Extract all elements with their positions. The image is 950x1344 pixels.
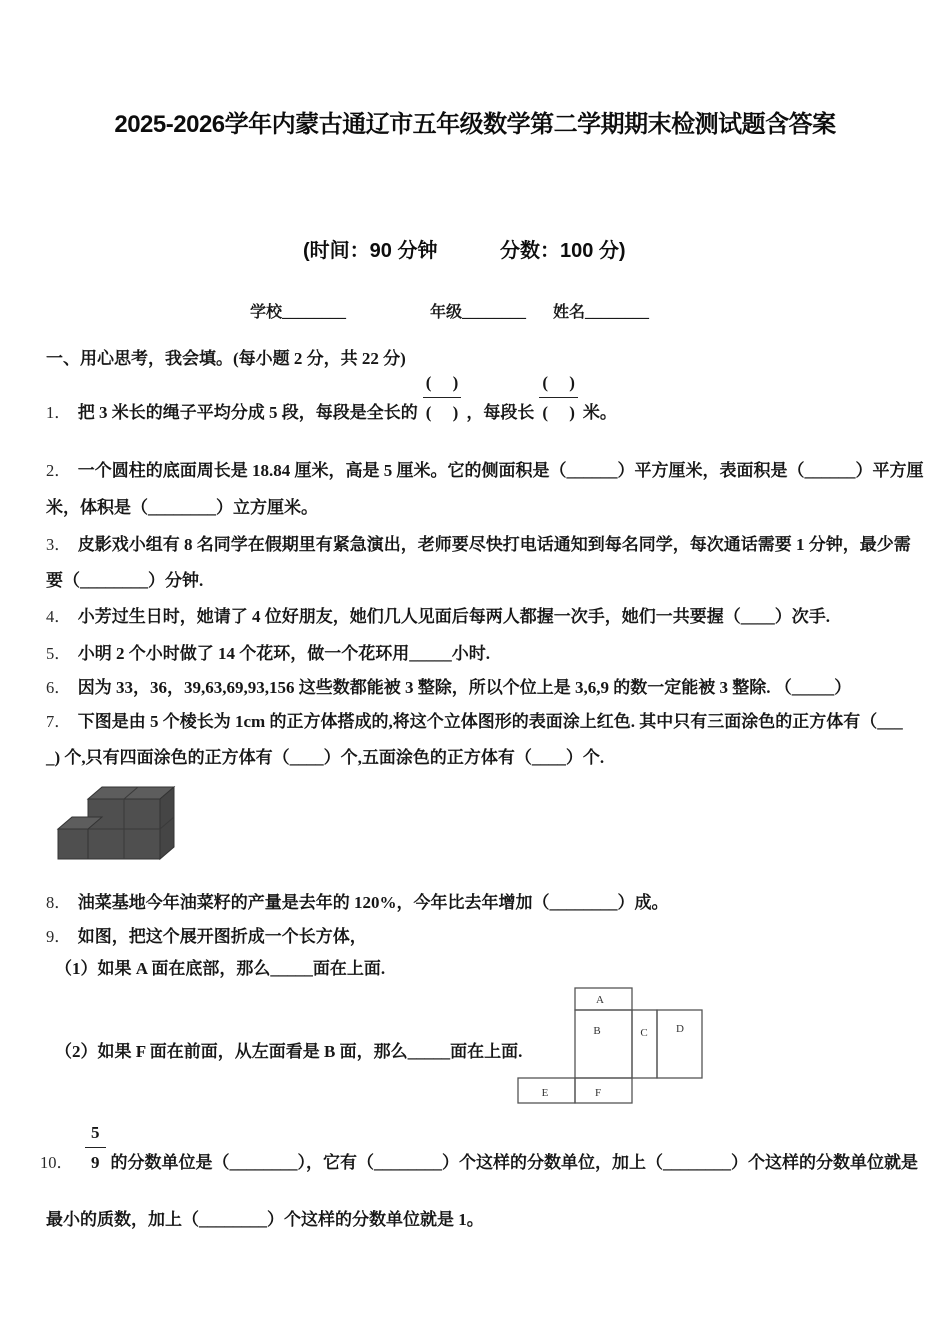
question-2-text1: 一个圆柱的底面周长是 18.84 厘米，高是 5 厘米。它的侧面积是（______）平方厘米，表面积是（______）平方厘 [77,461,924,480]
grade-field: 年级________ [430,304,527,321]
question-7-text1: 下图是由 5 个棱长为 1cm 的正方体搭成的,将这个立体图形的表面涂上红色. 其中只有三面涂色的正方体有（___ [77,712,903,731]
question-2-line2: 米，体积是（________）立方厘米。 [46,498,318,517]
question-4 [46,602,830,627]
net-label-e: E [541,1087,549,1099]
fraction-five-ninths [85,1122,106,1174]
question-3-text1: 皮影戏小组有 8 名同学在假期里有紧急演出，老师要尽快打电话通知到每名同学，每次通话需要 1 分钟，最少需 [77,535,911,554]
question-9-number: 9． [46,927,71,946]
question-5 [46,639,490,664]
time-label: (时间：90 分钟 [303,240,438,262]
question-3-line2: 要（________）分钟. [46,571,204,590]
question-4-number: 4． [46,607,71,626]
question-9-sub1: （1）如果 A 面在底部，那么_____面在上面. [55,959,386,978]
question-8 [46,888,669,913]
question-3-number: 3． [46,535,71,554]
page-title: 2025-2026学年内蒙古通辽市五年级数学第二学期期末检测试题含答案 [114,111,836,138]
cube-front-face [58,829,88,859]
question-7-line1 [46,707,903,732]
question-2-line1 [46,456,924,481]
net-face-f [575,1078,632,1103]
question-6 [46,673,851,698]
question-7-line2: _) 个,只有四面涂色的正方体有（____）个,五面涂色的正方体有（____）个. [46,748,605,767]
fraction-blank-1 [423,372,462,424]
net-label-f: F [594,1087,602,1099]
question-8-text: 油菜基地今年油菜籽的产量是去年的 120%，今年比去年增加（________）成。 [77,893,669,912]
question-10-text1: 的分数单位是（________），它有（________）个这样的分数单位，加上（________）个这样的分数单位就是 [110,1153,918,1173]
question-10-number: 10． [40,1152,73,1172]
fraction-blank-2-denominator: ( ) [539,397,578,423]
net-label-d: D [676,1023,684,1035]
question-10-line2: 最小的质数，加上（________）个这样的分数单位就是 1。 [46,1210,484,1229]
question-5-number: 5． [46,644,71,663]
question-5-text: 小明 2 个小时做了 14 个花环，做一个花环用_____小时. [77,644,490,663]
net-label-c: C [640,1027,648,1039]
net-label-a: A [596,994,604,1006]
fraction-blank-2 [539,372,578,424]
fraction-blank-1-denominator: ( ) [423,397,462,423]
fraction-blank-1-numerator: ( ) [425,373,459,392]
question-7-number: 7． [46,712,71,731]
box-net-figure [516,984,708,1106]
fraction-blank-2-numerator: ( ) [542,373,575,392]
fraction-numerator: 5 [91,1123,100,1142]
question-1-text-mid: ，每段长 [466,403,535,423]
question-1-text-before: 把 3 米长的绳子平均分成 5 段，每段是全长的 [77,403,418,423]
question-1 [46,372,617,424]
section1-heading: 一、用心思考，我会填。(每小题 2 分，共 22 分) [46,349,406,368]
question-3-line1 [46,530,911,555]
net-label-b: B [593,1025,601,1037]
question-8-number: 8． [46,893,71,912]
school-field: 学校________ [250,304,347,321]
net-face-c [632,1010,657,1078]
question-1-text-after: 米。 [582,403,617,423]
question-10-line1 [40,1122,918,1174]
question-9 [46,922,367,947]
question-4-text: 小芳过生日时，她请了 4 位好朋友，她们几人见面后每两人都握一次手，她们一共要握（____）次手. [77,607,830,626]
question-9-sub2: （2）如果 F 面在前面，从左面看是 B 面，那么_____面在上面. [55,1042,523,1061]
question-1-number: 1． [46,402,71,422]
net-face-b [575,1010,632,1078]
question-6-text: 因为 33，36，39,63,69,93,156 这些数都能被 3 整除，所以个位上是 3,6,9 的数一定能被 3 整除. （_____） [77,678,852,697]
net-face-d [657,1010,702,1078]
score-label: 分数：100 分) [500,240,626,262]
question-9-text: 如图，把这个展开图折成一个长方体， [77,927,367,946]
cube-stack-figure [55,779,181,871]
question-2-number: 2． [46,461,71,480]
name-field: 姓名________ [553,304,650,321]
question-6-number: 6． [46,678,71,697]
fraction-denominator: 9 [85,1147,106,1173]
